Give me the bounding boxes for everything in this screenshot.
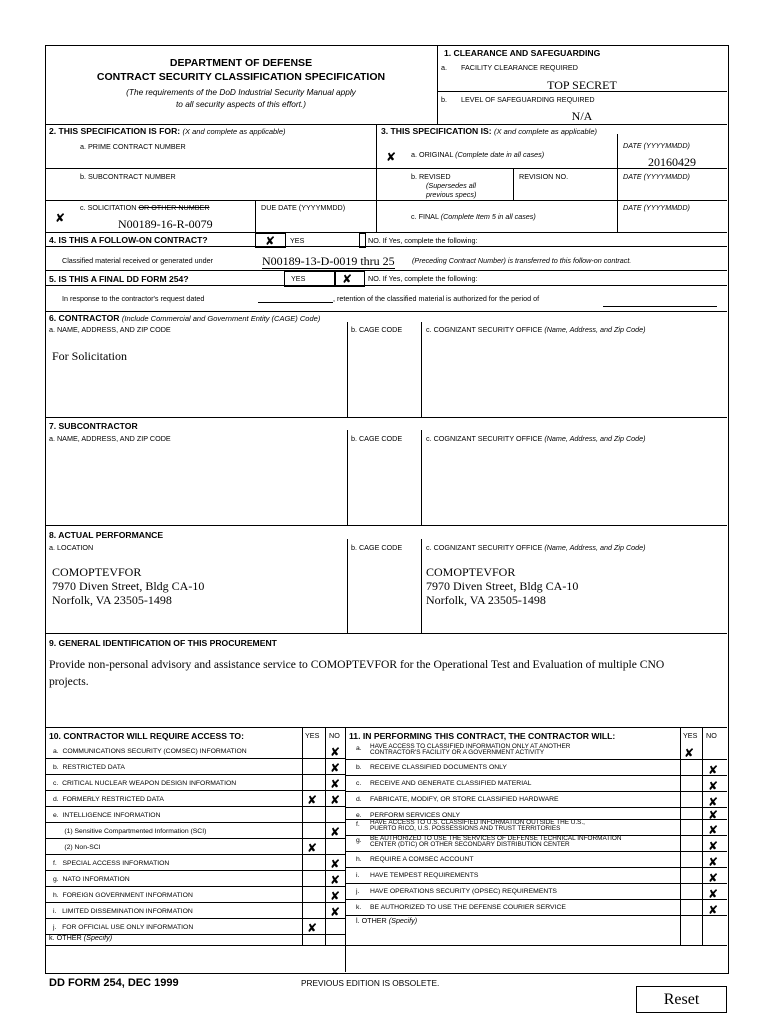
performance-cso-line1[interactable]: COMOPTEVFOR bbox=[426, 565, 516, 579]
perform-row-no-checkbox[interactable]: ✘ bbox=[708, 808, 719, 822]
form-subtitle-line2: to all security aspects of this effort.) bbox=[175, 99, 307, 109]
revised-label: b. REVISED bbox=[411, 172, 451, 181]
final-no-checkbox[interactable]: ✘ bbox=[342, 272, 353, 286]
section-10-other-label: k. OTHER (Specify) bbox=[49, 933, 113, 942]
follow-on-yes-label: YES bbox=[290, 236, 305, 245]
access-row-divider bbox=[45, 902, 345, 903]
section-4-heading: 4. IS THIS A FOLLOW-ON CONTRACT? bbox=[49, 235, 208, 245]
access-row-divider bbox=[45, 838, 345, 839]
perform-row-no-checkbox[interactable]: ✘ bbox=[708, 855, 719, 869]
access-row-label: c. CRITICAL NUCLEAR WEAPON DESIGN INFORMATION bbox=[53, 780, 237, 787]
section-10-heading: 10. CONTRACTOR WILL REQUIRE ACCESS TO: bbox=[49, 731, 244, 741]
access-row-label: i. LIMITED DISSEMINATION INFORMATION bbox=[53, 908, 193, 915]
access-row-no-checkbox[interactable]: ✘ bbox=[330, 761, 341, 775]
access-row-label: (2) Non-SCI bbox=[53, 844, 101, 851]
perform-row-label-line2: CENTER (DTIC) OR OTHER SECONDARY DISTRIBUTION CENTER bbox=[370, 841, 570, 848]
perform-row-letter: g. bbox=[356, 837, 362, 844]
department-title: DEPARTMENT OF DEFENSE bbox=[169, 57, 313, 69]
perform-row-label: HAVE TEMPEST REQUIREMENTS bbox=[370, 872, 479, 879]
procurement-description-line2[interactable]: projects. bbox=[49, 675, 89, 688]
perform-row-letter: b. bbox=[356, 764, 362, 771]
perform-row-label: RECEIVE AND GENERATE CLASSIFIED MATERIAL bbox=[370, 780, 532, 787]
perform-row-label-line2: CONTRACTOR'S FACILITY OR A GOVERNMENT ACTIVITY bbox=[370, 749, 545, 756]
revision-no-label: REVISION NO. bbox=[519, 172, 569, 181]
reset-button-label: Reset bbox=[663, 991, 700, 1008]
access-row-divider bbox=[45, 870, 345, 871]
performance-cso-line3[interactable]: Norfolk, VA 23505-1498 bbox=[426, 593, 546, 607]
access-row-label: e. INTELLIGENCE INFORMATION bbox=[53, 812, 161, 819]
original-date-field[interactable]: 20160429 bbox=[648, 155, 696, 169]
perform-row-no-checkbox[interactable]: ✘ bbox=[708, 871, 719, 885]
access-row-no-checkbox[interactable]: ✘ bbox=[330, 745, 341, 759]
access-row-divider bbox=[45, 886, 345, 887]
perform-row-no-checkbox[interactable]: ✘ bbox=[708, 887, 719, 901]
performance-location-label: a. LOCATION bbox=[49, 543, 94, 552]
subcontractor-cso-label: c. COGNIZANT SECURITY OFFICE (Name, Address, and Zip Code) bbox=[426, 434, 646, 443]
perform-row-no-checkbox[interactable]: ✘ bbox=[708, 795, 719, 809]
final-date-label: DATE (YYYYMMDD) bbox=[623, 203, 690, 212]
perform-row-divider bbox=[345, 759, 727, 760]
section-3-heading: 3. THIS SPECIFICATION IS: (X and complete as applicable) bbox=[381, 126, 597, 136]
subcontract-label: b. SUBCONTRACT NUMBER bbox=[80, 172, 176, 181]
section-8-heading: 8. ACTUAL PERFORMANCE bbox=[49, 530, 164, 540]
prime-contract-label: a. PRIME CONTRACT NUMBER bbox=[80, 142, 186, 151]
access-row-no-checkbox[interactable]: ✘ bbox=[330, 857, 341, 871]
perform-row-label-line1: BE AUTHORIZED TO USE THE SERVICES OF DEFENSE TECHNICAL INFORMATION bbox=[370, 835, 622, 842]
access-row-yes-checkbox[interactable]: ✘ bbox=[307, 793, 318, 807]
previous-edition-note: PREVIOUS EDITION IS OBSOLETE. bbox=[301, 978, 440, 988]
perform-row-divider bbox=[345, 807, 727, 808]
section-11-heading: 11. IN PERFORMING THIS CONTRACT, THE CONTRACTOR WILL: bbox=[349, 731, 616, 741]
access-row-no-checkbox[interactable]: ✘ bbox=[330, 889, 341, 903]
access-row-divider bbox=[45, 758, 345, 759]
access-row-no-checkbox[interactable]: ✘ bbox=[330, 793, 341, 807]
performance-cso-label: c. COGNIZANT SECURITY OFFICE (Name, Address, and Zip Code) bbox=[426, 543, 646, 552]
section-2-title: 2. THIS SPECIFICATION IS FOR: bbox=[49, 126, 181, 136]
revised-hint-1: (Supersedes all bbox=[426, 181, 476, 190]
access-row-no-checkbox[interactable]: ✘ bbox=[330, 825, 341, 839]
follow-on-line-tail: (Preceding Contract Number) is transferred to this follow-on contract. bbox=[412, 256, 632, 265]
section-1-heading: 1. CLEARANCE AND SAFEGUARDING bbox=[444, 48, 601, 58]
contractor-name-label: a. NAME, ADDRESS, AND ZIP CODE bbox=[49, 325, 171, 334]
subcontractor-cage-label: b. CAGE CODE bbox=[351, 434, 403, 443]
access-row-divider bbox=[45, 806, 345, 807]
final-no-label: NO. If Yes, complete the following: bbox=[368, 274, 478, 283]
section-6-heading: 6. CONTRACTOR (Include Commercial and Government Entity (CAGE) Code) bbox=[49, 313, 321, 323]
access-row-no-checkbox[interactable]: ✘ bbox=[330, 905, 341, 919]
solicitation-label: c. SOLICITATION OR OTHER NUMBER bbox=[80, 203, 210, 212]
access-row-divider bbox=[45, 790, 345, 791]
section-9-heading: 9. GENERAL IDENTIFICATION OF THIS PROCUREMENT bbox=[49, 638, 277, 648]
access-row-label: d. FORMERLY RESTRICTED DATA bbox=[53, 796, 164, 803]
performance-cage-label: b. CAGE CODE bbox=[351, 543, 403, 552]
subcontractor-name-label: a. NAME, ADDRESS, AND ZIP CODE bbox=[49, 434, 171, 443]
access-row-divider bbox=[45, 822, 345, 823]
revised-date-label: DATE (YYYYMMDD) bbox=[623, 172, 690, 181]
perform-row-divider bbox=[345, 775, 727, 776]
access-row-yes-checkbox[interactable]: ✘ bbox=[307, 841, 318, 855]
contractor-cso-label: c. COGNIZANT SECURITY OFFICE (Name, Address, and Zip Code) bbox=[426, 325, 646, 334]
contractor-name-field[interactable]: For Solicitation bbox=[52, 349, 127, 363]
perform-row-label: REQUIRE A COMSEC ACCOUNT bbox=[370, 856, 474, 863]
preceding-contract-field[interactable]: N00189-13-D-0019 thru 25 bbox=[262, 254, 395, 268]
perform-row-letter: i. bbox=[356, 872, 360, 879]
access-row-label: (1) Sensitive Compartmented Information (SCI) bbox=[53, 828, 207, 835]
perform-row-label: PERFORM SERVICES ONLY bbox=[370, 812, 461, 819]
section-10-no-header: NO bbox=[329, 731, 340, 740]
perform-row-letter: d. bbox=[356, 796, 362, 803]
final-yes-label: YES bbox=[291, 274, 306, 283]
perform-row-letter: h. bbox=[356, 856, 362, 863]
access-row-label: g. NATO INFORMATION bbox=[53, 876, 130, 883]
final-retention-label: , retention of the classified material is authorized for the period of bbox=[333, 294, 540, 303]
access-row-divider bbox=[45, 918, 345, 919]
follow-on-yes-checkbox[interactable]: ✘ bbox=[265, 234, 276, 248]
section-11-no-header: NO bbox=[706, 731, 717, 740]
perform-row-no-checkbox[interactable]: ✘ bbox=[708, 763, 719, 777]
perform-row-divider bbox=[345, 791, 727, 792]
access-row-label: b. RESTRICTED DATA bbox=[53, 764, 125, 771]
perform-row-divider bbox=[345, 899, 727, 900]
performance-cso-line2[interactable]: 7970 Diven Street, Bldg CA-10 bbox=[426, 579, 579, 593]
perform-row-divider bbox=[345, 867, 727, 868]
original-label: a. ORIGINAL (Complete date in all cases) bbox=[411, 150, 545, 159]
safeguarding-field[interactable]: N/A bbox=[571, 109, 593, 123]
access-row-divider bbox=[45, 854, 345, 855]
section-5-heading: 5. IS THIS A FINAL DD FORM 254? bbox=[49, 274, 189, 284]
performance-location-line2[interactable]: 7970 Diven Street, Bldg CA-10 bbox=[52, 579, 205, 593]
performance-location-line1[interactable]: COMOPTEVFOR bbox=[52, 565, 142, 579]
follow-on-line-label: Classified material received or generated under bbox=[62, 256, 214, 265]
access-row-label: f. SPECIAL ACCESS INFORMATION bbox=[53, 860, 170, 867]
perform-row-letter: j. bbox=[356, 888, 360, 895]
perform-row-divider bbox=[345, 851, 727, 852]
section-2-hint: (X and complete as applicable) bbox=[182, 127, 286, 136]
facility-clearance-label: FACILITY CLEARANCE REQUIRED bbox=[461, 63, 578, 72]
final-request-label: In response to the contractor's request dated bbox=[62, 294, 205, 303]
form-title: CONTRACT SECURITY CLASSIFICATION SPECIFICATION bbox=[96, 71, 386, 83]
perform-row-label-line1: HAVE ACCESS TO CLASSIFIED INFORMATION ONLY AT ANOTHER bbox=[370, 743, 571, 750]
section-2-heading bbox=[49, 126, 286, 137]
access-row-no-checkbox[interactable]: ✘ bbox=[330, 777, 341, 791]
section-11-yes-header: YES bbox=[683, 731, 698, 740]
procurement-description-line1[interactable]: Provide non-personal advisory and assistance service to COMOPTEVFOR for the Operational Test and Evaluation of multiple CNO bbox=[49, 658, 665, 671]
form-subtitle-line1: (The requirements of the DoD Industrial Security Manual apply bbox=[126, 87, 356, 97]
final-label: c. FINAL (Complete Item 5 in all cases) bbox=[411, 212, 536, 221]
original-date-label: DATE (YYYYMMDD) bbox=[623, 141, 690, 150]
solicitation-number-field[interactable]: N00189-16-R-0079 bbox=[118, 217, 213, 231]
perform-row-label: RECEIVE CLASSIFIED DOCUMENTS ONLY bbox=[370, 764, 507, 771]
perform-row-divider bbox=[345, 883, 727, 884]
perform-row-label: FABRICATE, MODIFY, OR STORE CLASSIFIED HARDWARE bbox=[370, 796, 559, 803]
perform-row-no-checkbox[interactable]: ✘ bbox=[708, 779, 719, 793]
solicitation-checkbox[interactable]: ✘ bbox=[55, 211, 66, 225]
perform-row-letter: a. bbox=[356, 745, 362, 752]
due-date-label: DUE DATE (YYYYMMDD) bbox=[261, 203, 346, 212]
perform-row-label: HAVE OPERATIONS SECURITY (OPSEC) REQUIREMENTS bbox=[370, 888, 557, 895]
perform-row-no-checkbox[interactable]: ✘ bbox=[708, 839, 719, 853]
perform-row-no-checkbox[interactable]: ✘ bbox=[708, 903, 719, 917]
performance-location-line3[interactable]: Norfolk, VA 23505-1498 bbox=[52, 593, 172, 607]
revised-hint-2: previous specs) bbox=[426, 190, 477, 199]
access-row-no-checkbox[interactable]: ✘ bbox=[330, 873, 341, 887]
facility-clearance-letter: a. bbox=[441, 63, 447, 72]
section-7-heading: 7. SUBCONTRACTOR bbox=[49, 421, 138, 431]
reset-button[interactable] bbox=[636, 986, 727, 1013]
perform-row-letter: f. bbox=[356, 821, 360, 828]
perform-row-letter: c. bbox=[356, 780, 362, 787]
safeguarding-label: LEVEL OF SAFEGUARDING REQUIRED bbox=[461, 95, 595, 104]
perform-row-label-line2: PUERTO RICO, U.S. POSSESSIONS AND TRUST TERRITORIES bbox=[370, 825, 561, 832]
contractor-cage-label: b. CAGE CODE bbox=[351, 325, 403, 334]
facility-clearance-field[interactable]: TOP SECRET bbox=[547, 78, 617, 92]
perform-row-no-checkbox[interactable]: ✘ bbox=[708, 823, 719, 837]
safeguarding-letter: b. bbox=[441, 95, 447, 104]
form-number: DD FORM 254, DEC 1999 bbox=[49, 977, 179, 989]
access-row-label: j. FOR OFFICIAL USE ONLY INFORMATION bbox=[53, 924, 194, 931]
perform-row-label-line1: HAVE ACCESS TO U.S. CLASSIFIED INFORMATION OUTSIDE THE U.S., bbox=[370, 819, 585, 826]
original-checkbox[interactable]: ✘ bbox=[386, 150, 397, 164]
perform-row-letter: e. bbox=[356, 812, 362, 819]
access-row-label: a. COMMUNICATIONS SECURITY (COMSEC) INFORMATION bbox=[53, 748, 247, 755]
access-row-divider bbox=[45, 774, 345, 775]
perform-row-label: BE AUTHORIZED TO USE THE DEFENSE COURIER SERVICE bbox=[370, 904, 566, 911]
access-row-label: h. FOREIGN GOVERNMENT INFORMATION bbox=[53, 892, 193, 899]
section-10-yes-header: YES bbox=[305, 731, 320, 740]
access-row-yes-checkbox[interactable]: ✘ bbox=[307, 921, 318, 935]
section-11-other-label: l. OTHER (Specify) bbox=[356, 916, 418, 925]
perform-row-letter: k. bbox=[356, 904, 362, 911]
follow-on-no-label: NO. If Yes, complete the following: bbox=[368, 236, 478, 245]
perform-row-yes-checkbox[interactable]: ✘ bbox=[684, 746, 695, 760]
